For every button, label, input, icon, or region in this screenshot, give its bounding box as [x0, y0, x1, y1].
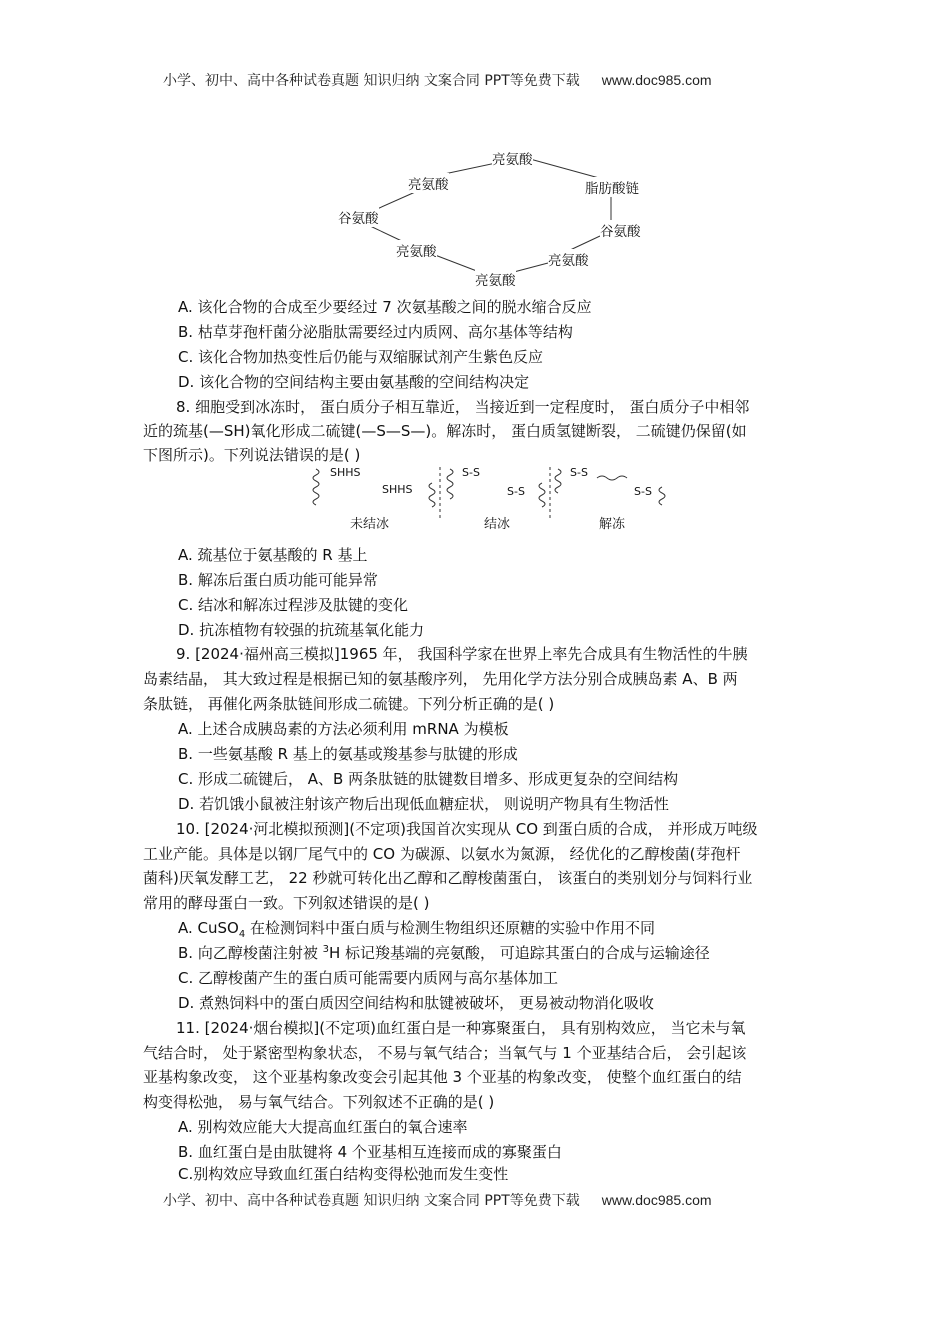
q11-stem-line1: 11. [2024·烟台模拟](不定项)血红蛋白是一种寡聚蛋白， 具有别构效应， 当它未与氧: [176, 1019, 746, 1037]
q8-option-c: C. 结冰和解冻过程涉及肽键的变化: [178, 596, 409, 614]
q8-option-b: B. 解冻后蛋白质功能可能异常: [178, 571, 378, 589]
q7-option-b: B. 枯草芽孢杆菌分泌脂肽需要经过内质网、高尔基体等结构: [178, 323, 573, 341]
q10-stem-line4: 常用的酵母蛋白一致。下列叙述错误的是( ): [143, 894, 430, 912]
q11-option-c: C.别构效应导致血红蛋白结构变得松弛而发生变性: [178, 1165, 509, 1183]
protein-freeze-figure: [312, 463, 672, 533]
q7-option-c: C. 该化合物加热变性后仍能与双缩脲试剂产生紫色反应: [178, 348, 544, 366]
q11-stem-line4: 构变得松弛， 易与氧气结合。下列叙述不正确的是( ): [143, 1093, 495, 1111]
q9-option-c: C. 形成二硫键后， A、B 两条肽链的肽键数目增多、形成更复杂的空间结构: [178, 770, 679, 788]
node-fatty-acid-chain: 脂肪酸链: [585, 177, 639, 197]
header-url[interactable]: www.doc985.com: [601, 72, 712, 88]
footer-text: 小学、初中、高中各种试卷真题 知识归纳 文案合同 PPT等免费下载: [163, 1193, 580, 1209]
ss-label-1: S-S: [462, 466, 480, 479]
header-text: 小学、初中、高中各种试卷真题 知识归纳 文案合同 PPT等免费下载: [163, 73, 580, 89]
lipopeptide-diagram: [330, 145, 650, 290]
q8-option-a: A. 巯基位于氨基酸的 R 基上: [178, 546, 368, 564]
node-leucine-bottom: 亮氨酸: [475, 269, 516, 289]
q10-stem-line3: 菌科)厌氧发酵工艺， 22 秒就可转化出乙醇和乙醇梭菌蛋白， 该蛋白的类别划分与饲料行业: [143, 869, 753, 887]
q10-option-b-sup: 3: [322, 944, 329, 955]
q8-stem-line1: 8. 细胞受到冰冻时， 蛋白质分子相互靠近， 当接近到一定程度时， 蛋白质分子中相邻: [176, 398, 750, 416]
q9-stem-line2: 岛素结晶， 其大致过程是根据已知的氨基酸序列， 先用化学方法分别合成胰岛素 A、B 两: [143, 670, 738, 688]
q9-option-d: D. 若饥饿小鼠被注射该产物后出现低血糖症状， 则说明产物具有生物活性: [178, 795, 669, 813]
footer-url[interactable]: www.doc985.com: [601, 1192, 712, 1208]
q10-option-a-pre: A. CuSO: [178, 919, 239, 937]
q10-option-c: C. 乙醇梭菌产生的蛋白质可能需要内质网与高尔基体加工: [178, 969, 559, 987]
q8-option-d: D. 抗冻植物有较强的抗巯基氧化能力: [178, 621, 425, 639]
caption-unfrozen: 未结冰: [350, 517, 390, 532]
protein-chains-graphic: [312, 463, 672, 518]
caption-thawed: 解冻: [599, 517, 626, 532]
q11-option-a: A. 别构效应能大大提高血红蛋白的氧合速率: [178, 1118, 468, 1136]
q11-stem-line3: 亚基构象改变， 这个亚基构象改变会引起其他 3 个亚基的构象改变， 使整个血红蛋白的结: [143, 1068, 742, 1086]
q10-option-d: D. 煮熟饲料中的蛋白质因空间结构和肽键被破坏， 更易被动物消化吸收: [178, 994, 654, 1012]
node-glutamate-right: 谷氨酸: [600, 220, 641, 240]
q11-stem-line2: 气结合时， 处于紧密型构象状态， 不易与氧气结合；当氧气与 1 个亚基结合后， 会引起该: [143, 1044, 747, 1062]
q10-stem-line1: 10. [2024·河北模拟预测](不定项)我国首次实现从 CO 到蛋白质的合成， 并形成万吨级: [176, 820, 758, 838]
q11-option-b: B. 血红蛋白是由肽键将 4 个亚基相互连接而成的寡聚蛋白: [178, 1143, 562, 1161]
page-footer: [163, 1190, 803, 1210]
sh-label-2: SHHS: [382, 483, 413, 496]
caption-frozen: 结冰: [484, 517, 511, 532]
node-leucine-upper-left: 亮氨酸: [408, 173, 449, 193]
ss-label-4: S-S: [634, 485, 652, 498]
q10-option-b-post: H 标记羧基端的亮氨酸， 可追踪其蛋白的合成与运输途径: [328, 944, 710, 962]
q9-stem-line1: 9. [2024·福州高三模拟]1965 年， 我国科学家在世界上率先合成具有生物活性的牛胰: [176, 645, 748, 663]
q10-stem-line2: 工业产能。具体是以钢厂尾气中的 CO 为碳源、以氨水为氮源， 经优化的乙醇梭菌(芽孢杆: [143, 845, 741, 863]
q9-option-a: A. 上述合成胰岛素的方法必须利用 mRNA 为模板: [178, 720, 509, 738]
q9-option-b: B. 一些氨基酸 R 基上的氨基或羧基参与肽键的形成: [178, 745, 518, 763]
sh-label-1: SHHS: [330, 466, 361, 479]
q8-stem-line2: 近的巯基(—SH)氧化形成二硫键(—S—S—)。解冻时， 蛋白质氢键断裂， 二硫键仍保留(如: [143, 422, 747, 440]
q10-option-a: [178, 918, 655, 938]
q9-stem-line3: 条肽链， 再催化两条肽链间形成二硫键。下列分析正确的是( ): [143, 695, 555, 713]
q10-option-b-pre: B. 向乙醇梭菌注射被: [178, 944, 323, 962]
node-glutamate-left: 谷氨酸: [338, 207, 379, 227]
node-leucine-lower-right: 亮氨酸: [548, 249, 589, 269]
q7-option-a: A. 该化合物的合成至少要经过 7 次氨基酸之间的脱水缩合反应: [178, 298, 592, 316]
q10-option-a-post: 在检测饲料中蛋白质与检测生物组织还原糖的实验中作用不同: [245, 919, 655, 937]
q10-option-b: [178, 943, 710, 963]
page-header: [163, 70, 803, 90]
q8-stem-line3: 下图所示)。下列说法错误的是( ): [143, 446, 361, 464]
node-leucine-top: 亮氨酸: [492, 148, 533, 168]
ss-label-2: S-S: [507, 485, 525, 498]
ss-label-3: S-S: [570, 466, 588, 479]
node-leucine-lower-left: 亮氨酸: [396, 240, 437, 260]
q10-option-a-sub: 4: [238, 929, 246, 940]
q7-option-d: D. 该化合物的空间结构主要由氨基酸的空间结构决定: [178, 373, 530, 391]
